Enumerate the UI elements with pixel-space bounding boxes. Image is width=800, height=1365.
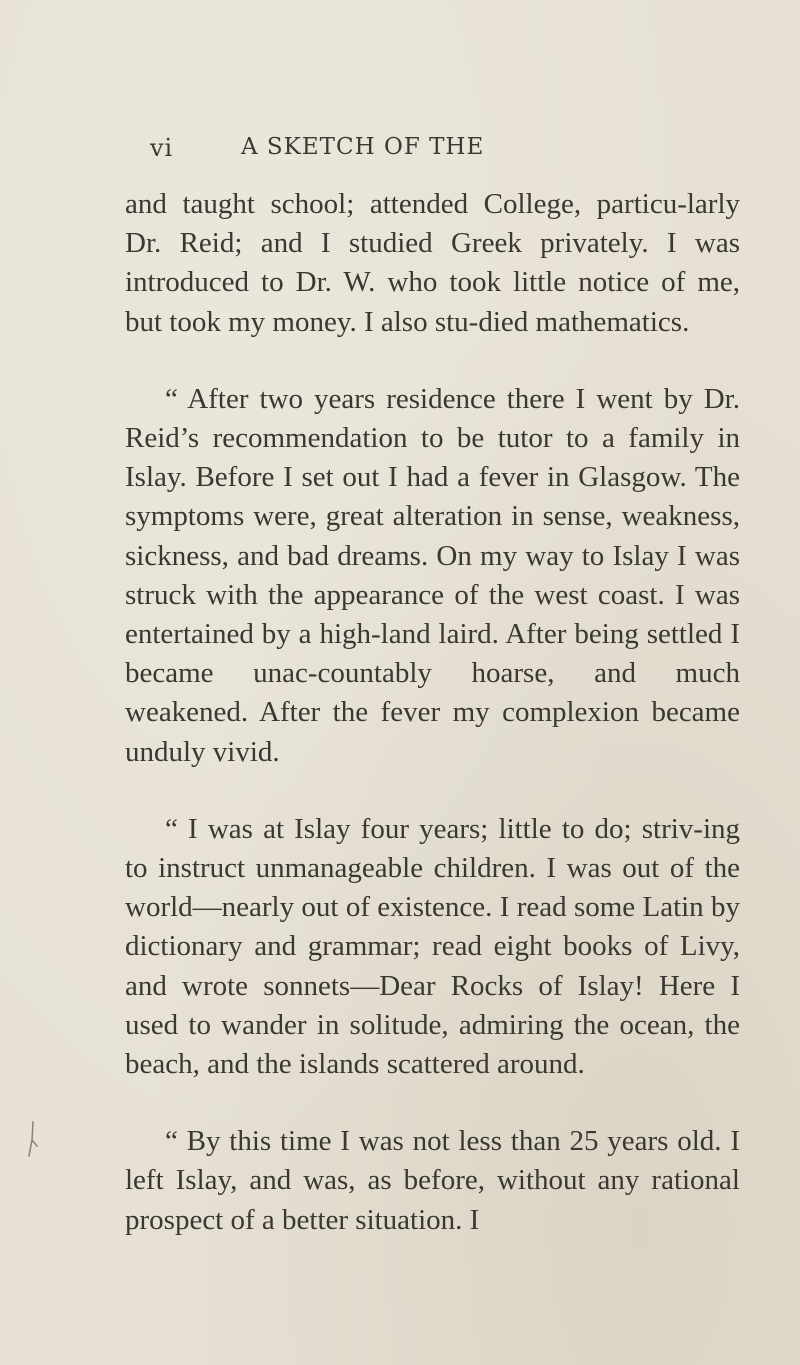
- margin-ink-mark: [26, 1120, 40, 1158]
- page-header: [150, 134, 750, 174]
- paragraph-2: “ After two years residence there I went by Dr. Reid’s recommendation to be tutor to a family in Islay. Before I set out I had a fever in Glasgow. The symptoms were, great alteration in sense, weakness, sickness, and bad dreams. On my way to Islay I was struck with the appearance of the west coast. I was entertained by a high-land laird. After being settled I became unac-countably hoarse, and much weakened. After the fever my complexion became unduly vivid.: [125, 382, 740, 768]
- running-head: A SKETCH OF THE: [241, 134, 485, 160]
- page-number: vi: [150, 134, 174, 162]
- paragraph-3: “ I was at Islay four years; little to do; striv-ing to instruct unmanageable children. I was out of the world—nearly out of existence. I read some Latin by dictionary and grammar; read eight books of Livy, and wrote sonnets—Dear Rocks of Islay! Here I used to wander in solitude, admiring the ocean, the beach, and the islands scattered around.: [125, 812, 740, 1081]
- paragraph-4: “ By this time I was not less than 25 years old. I left Islay, and was, as before, without any rational prospect of a better situation. I: [125, 1125, 740, 1236]
- paragraph-1: and taught school; attended College, particu-larly Dr. Reid; and I studied Greek privately. I was introduced to Dr. W. who took little notice of me, but took my money. I also stu-died mathematics.: [125, 188, 740, 338]
- body-text: [125, 185, 740, 1240]
